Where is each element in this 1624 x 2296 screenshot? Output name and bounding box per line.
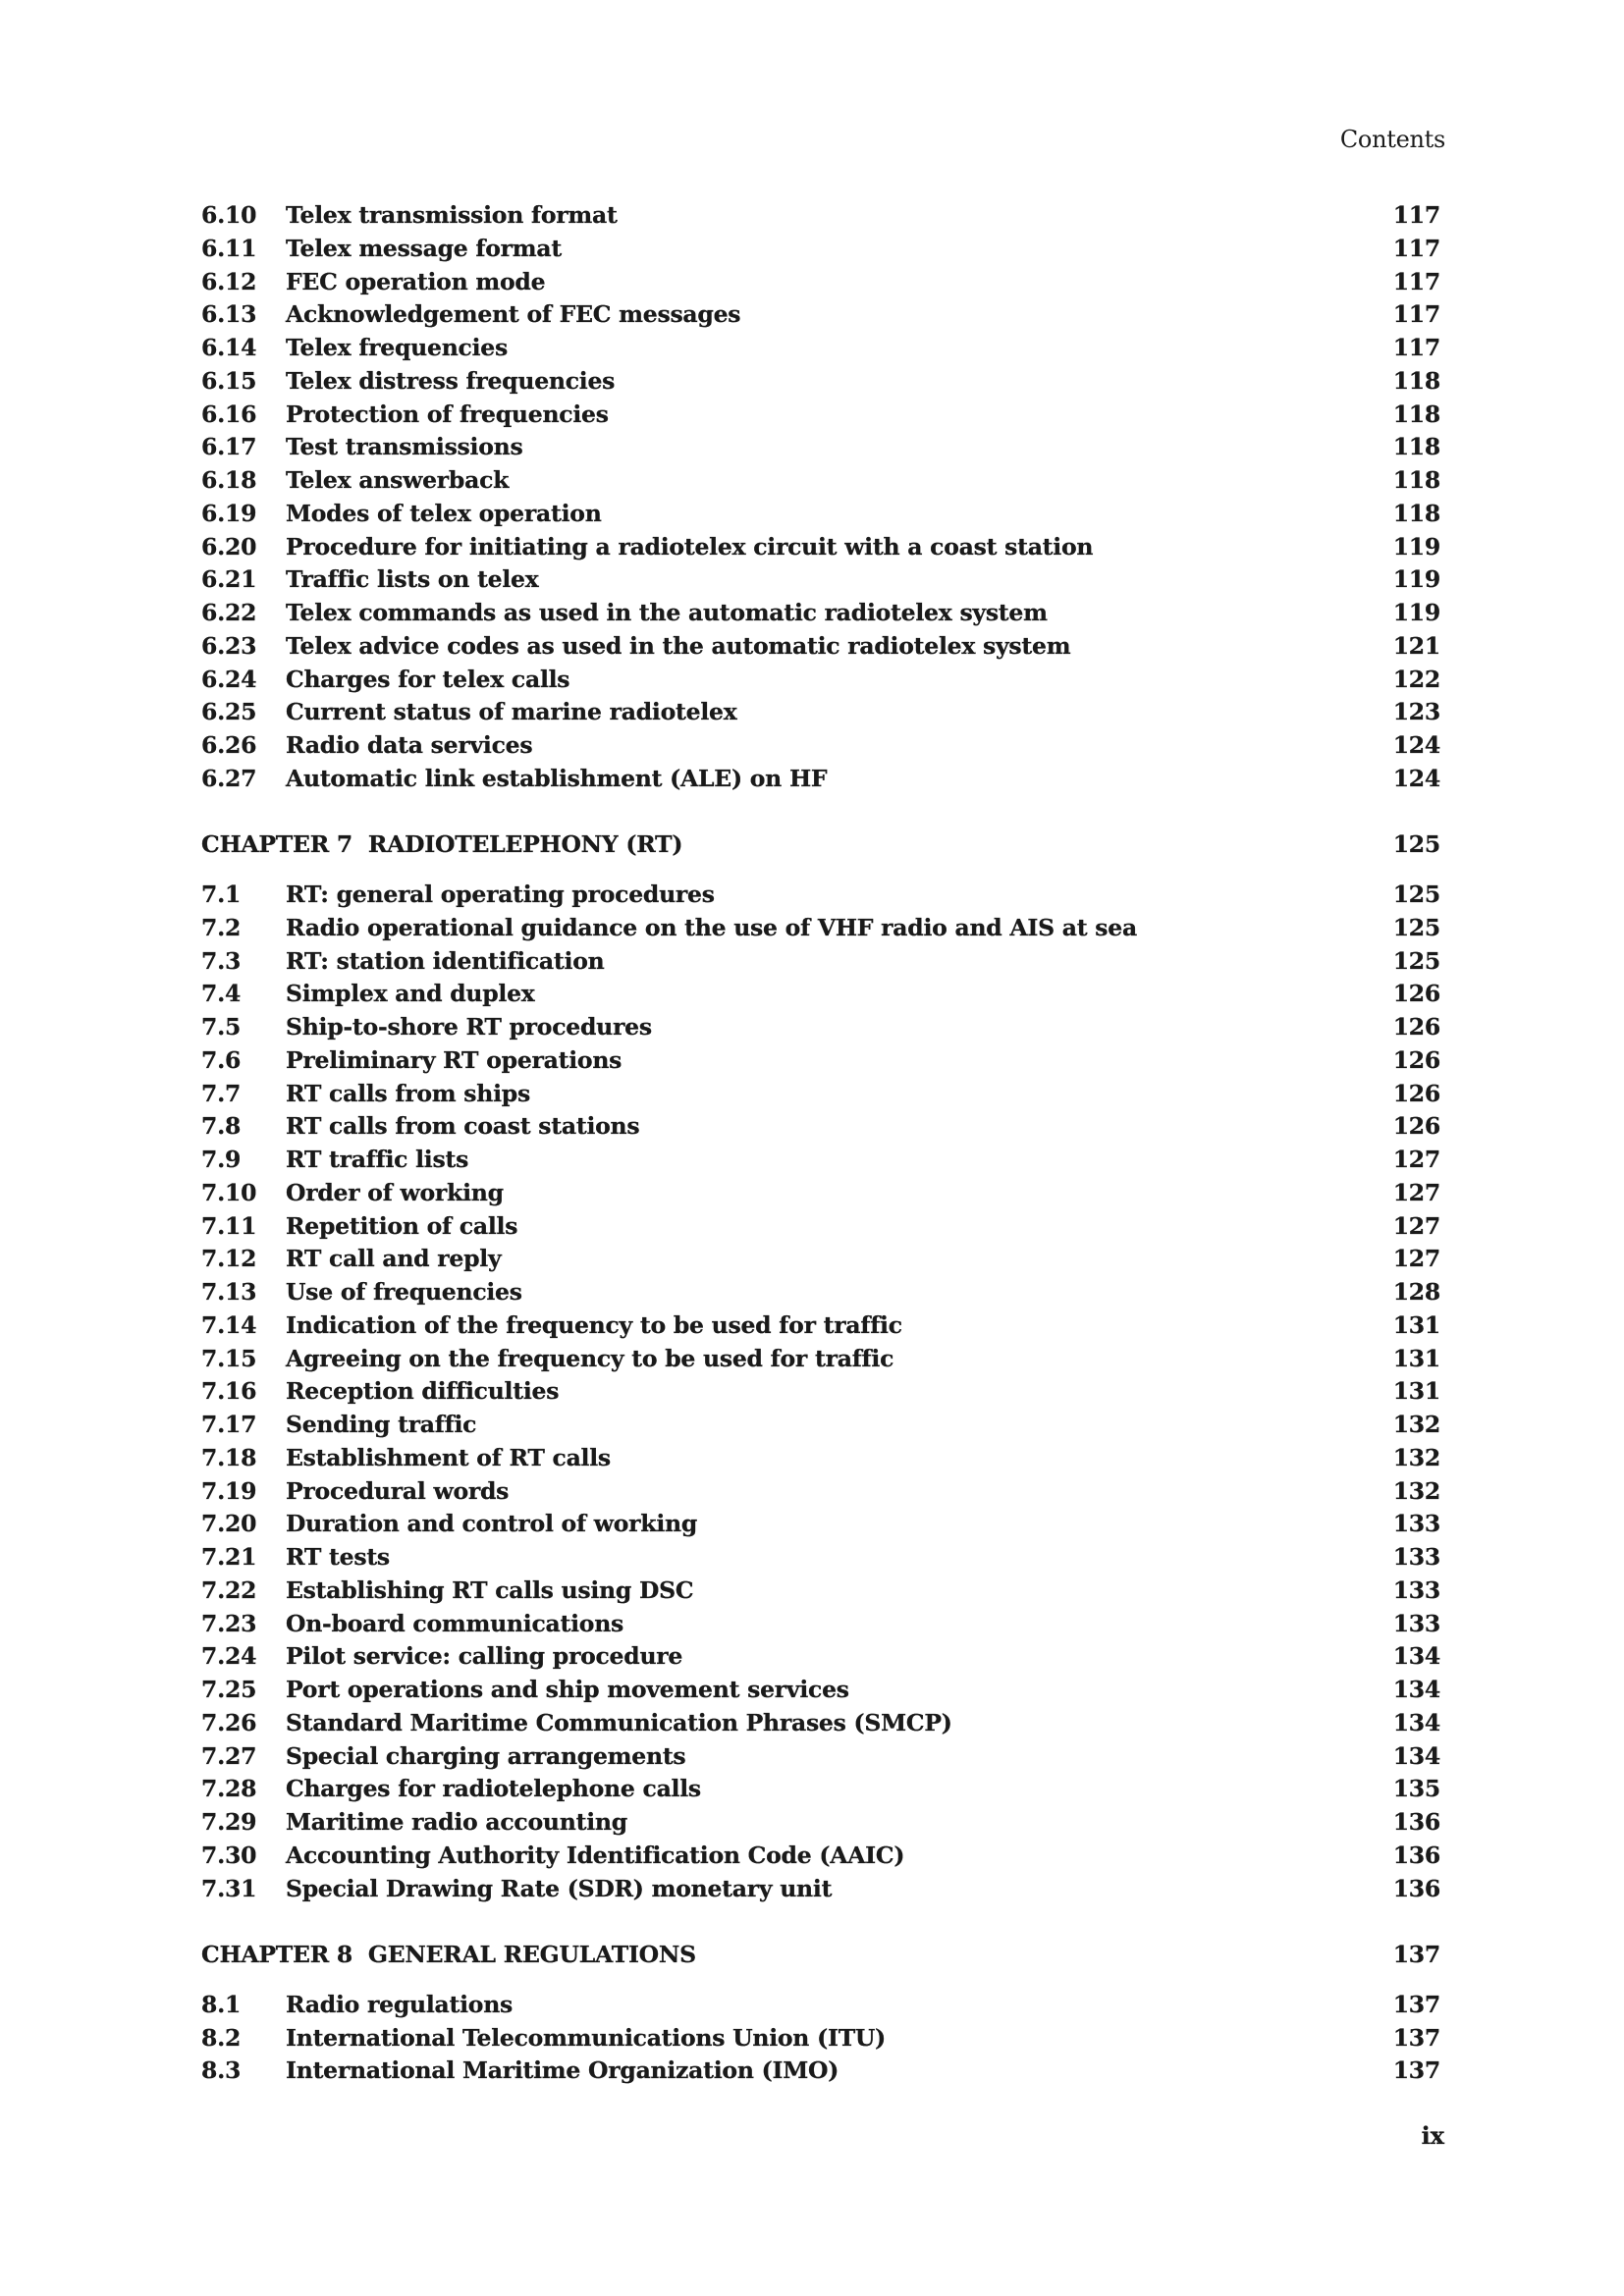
section-title: Test transmissions	[286, 433, 523, 461]
section-page-number: 127	[1392, 1178, 1440, 1206]
section-title: Protection of frequencies	[286, 400, 609, 428]
section-page-number: 117	[1392, 300, 1440, 329]
section-title: Special charging arrangements	[286, 1741, 686, 1770]
section-page-number: 133	[1392, 1609, 1440, 1637]
section-number: 7.2	[201, 913, 242, 941]
section-title: RT call and reply	[286, 1245, 502, 1273]
section-page-number: 119	[1392, 599, 1440, 626]
section-number: 7.14	[201, 1310, 257, 1339]
section-page-number: 127	[1392, 1245, 1440, 1273]
section-title: Establishment of RT calls	[286, 1443, 611, 1471]
section-title: Simplex and duplex	[286, 980, 535, 1008]
section-title: Telex message format	[286, 234, 562, 262]
section-page-number: 126	[1392, 980, 1440, 1008]
section-title: RT: station identification	[286, 946, 605, 975]
section-number: 7.20	[201, 1510, 257, 1538]
section-page-number: 125	[1392, 946, 1440, 975]
toc-entry[interactable]	[201, 298, 1440, 332]
section-number: 7.29	[201, 1808, 257, 1836]
section-page-number: 117	[1392, 201, 1440, 229]
section-title: Radio data services	[286, 731, 533, 759]
toc-entry[interactable]	[201, 1508, 1440, 1541]
section-number: 7.6	[201, 1045, 242, 1074]
section-page-number: 119	[1392, 565, 1440, 594]
section-number: 6.22	[201, 599, 257, 626]
section-number: 7.24	[201, 1642, 257, 1671]
toc-entry[interactable]	[201, 1309, 1440, 1343]
chapter-heading[interactable]	[201, 828, 1440, 862]
toc-entry[interactable]	[201, 912, 1440, 945]
section-title: Procedure for initiating a radiotelex circuit with a coast station	[286, 532, 1094, 561]
toc-entry[interactable]	[201, 233, 1440, 266]
section-page-number: 124	[1392, 764, 1440, 792]
toc-entry[interactable]	[201, 1409, 1440, 1442]
section-number: 8.1	[201, 1990, 242, 2018]
section-number: 7.15	[201, 1344, 257, 1372]
toc-entry[interactable]	[201, 1044, 1440, 1078]
section-page-number: 125	[1392, 913, 1440, 941]
section-title: Telex distress frequencies	[286, 366, 616, 395]
section-page-number: 118	[1392, 499, 1440, 527]
section-title: Order of working	[286, 1178, 504, 1206]
toc-entry[interactable]	[201, 1110, 1440, 1144]
running-head: Contents	[1339, 126, 1445, 153]
section-page-number: 137	[1392, 2056, 1440, 2085]
chapter-title: CHAPTER 7 RADIOTELEPHONY (RT)	[201, 830, 683, 859]
section-page-number: 117	[1392, 267, 1440, 295]
section-page-number: 132	[1392, 1411, 1440, 1438]
section-page-number: 118	[1392, 400, 1440, 428]
section-number: 6.25	[201, 698, 257, 726]
section-page-number: 118	[1392, 366, 1440, 395]
toc-entry[interactable]	[201, 332, 1440, 365]
toc-entry[interactable]	[201, 365, 1440, 399]
toc-entry[interactable]	[201, 199, 1440, 233]
section-number: 6.23	[201, 631, 257, 660]
section-title: International Telecommunications Union (ITU)	[286, 2023, 887, 2052]
toc-entry[interactable]	[201, 1640, 1440, 1674]
toc-entry[interactable]	[201, 1873, 1440, 1906]
section-number: 7.11	[201, 1211, 257, 1240]
section-number: 7.19	[201, 1476, 257, 1505]
chapter-page-number: 125	[1392, 830, 1440, 859]
section-page-number: 126	[1392, 1013, 1440, 1041]
section-number: 6.24	[201, 665, 257, 693]
section-title: Special Drawing Rate (SDR) monetary unit	[286, 1874, 833, 1902]
toc-entry[interactable]	[201, 1707, 1440, 1740]
section-page-number: 133	[1392, 1575, 1440, 1604]
toc-entry[interactable]	[201, 763, 1440, 796]
toc-entry[interactable]	[201, 1773, 1440, 1806]
section-number: 6.18	[201, 466, 257, 494]
section-title: Repetition of calls	[286, 1211, 518, 1240]
section-page-number: 122	[1392, 665, 1440, 693]
section-page-number: 128	[1392, 1278, 1440, 1306]
toc-entry[interactable]	[201, 696, 1440, 729]
section-title: Port operations and ship movement services	[286, 1676, 849, 1703]
section-title: Use of frequencies	[286, 1278, 522, 1306]
toc-entry[interactable]	[201, 431, 1440, 464]
section-number: 7.30	[201, 1841, 257, 1869]
section-number: 7.4	[201, 980, 242, 1008]
toc-entry[interactable]	[201, 464, 1440, 498]
section-page-number: 118	[1392, 433, 1440, 461]
section-page-number: 126	[1392, 1045, 1440, 1074]
section-title: On-board communications	[286, 1609, 624, 1637]
section-title: Telex advice codes as used in the automatic radiotelex system	[286, 631, 1071, 660]
section-number: 7.12	[201, 1245, 257, 1273]
section-number: 7.18	[201, 1443, 257, 1471]
toc-entry[interactable]	[201, 1343, 1440, 1376]
section-page-number: 132	[1392, 1443, 1440, 1471]
section-page-number: 133	[1392, 1543, 1440, 1571]
section-page-number: 134	[1392, 1708, 1440, 1736]
section-page-number: 125	[1392, 881, 1440, 908]
section-number: 6.16	[201, 400, 257, 428]
section-number: 7.10	[201, 1178, 257, 1206]
section-number: 7.5	[201, 1013, 242, 1041]
section-page-number: 134	[1392, 1642, 1440, 1671]
toc-entry[interactable]	[201, 1840, 1440, 1873]
section-number: 8.2	[201, 2023, 242, 2052]
page-number-folio: ix	[1421, 2121, 1444, 2150]
toc-entry[interactable]	[201, 597, 1440, 630]
section-number: 7.7	[201, 1079, 242, 1107]
section-page-number: 133	[1392, 1510, 1440, 1538]
toc-entry[interactable]	[201, 1541, 1440, 1575]
section-title: Telex answerback	[286, 466, 510, 494]
section-title: Telex frequencies	[286, 334, 508, 361]
section-page-number: 137	[1392, 2023, 1440, 2052]
section-title: Accounting Authority Identification Code (AAIC)	[286, 1841, 905, 1869]
section-number: 7.17	[201, 1411, 257, 1438]
section-title: RT tests	[286, 1543, 390, 1571]
spacer	[201, 1905, 1440, 1939]
spacer	[201, 1972, 1440, 1989]
section-number: 7.22	[201, 1575, 257, 1604]
section-number: 6.11	[201, 234, 257, 262]
toc-entry[interactable]	[201, 1442, 1440, 1475]
toc-entry[interactable]	[201, 563, 1440, 597]
spacer	[201, 796, 1440, 829]
section-title: Current status of marine radiotelex	[286, 698, 737, 726]
section-page-number: 117	[1392, 234, 1440, 262]
toc-entry[interactable]	[201, 1144, 1440, 1177]
section-number: 7.9	[201, 1146, 242, 1173]
toc-entry[interactable]	[201, 978, 1440, 1011]
chapter-title: CHAPTER 8 GENERAL REGULATIONS	[201, 1941, 696, 1968]
toc-entry[interactable]	[201, 1608, 1440, 1641]
toc-entry[interactable]	[201, 879, 1440, 912]
section-page-number: 117	[1392, 334, 1440, 361]
toc-entry[interactable]	[201, 1375, 1440, 1409]
section-number: 7.21	[201, 1543, 257, 1571]
section-page-number: 136	[1392, 1841, 1440, 1869]
toc-entry[interactable]	[201, 630, 1440, 664]
section-page-number: 119	[1392, 532, 1440, 561]
toc-entry[interactable]	[201, 945, 1440, 979]
section-page-number: 136	[1392, 1874, 1440, 1902]
section-number: 7.25	[201, 1676, 257, 1703]
toc-entry[interactable]	[201, 1276, 1440, 1309]
section-number: 6.10	[201, 201, 257, 229]
section-page-number: 131	[1392, 1344, 1440, 1372]
section-page-number: 131	[1392, 1377, 1440, 1406]
section-title: Acknowledgement of FEC messages	[286, 300, 741, 329]
toc-entry[interactable]	[201, 1243, 1440, 1276]
section-number: 7.26	[201, 1708, 257, 1736]
chapter-page-number: 137	[1392, 1941, 1440, 1968]
toc-entry[interactable]	[201, 1806, 1440, 1840]
section-title: Traffic lists on telex	[286, 565, 539, 594]
section-title: RT: general operating procedures	[286, 881, 715, 908]
toc-entry[interactable]	[201, 2022, 1440, 2056]
section-number: 6.27	[201, 764, 257, 792]
section-number: 7.23	[201, 1609, 257, 1637]
section-number: 7.28	[201, 1775, 257, 1803]
toc-entry[interactable]	[201, 531, 1440, 564]
section-title: Agreeing on the frequency to be used for traffic	[286, 1344, 894, 1372]
section-page-number: 135	[1392, 1775, 1440, 1803]
toc-entry[interactable]	[201, 1078, 1440, 1111]
section-number: 7.16	[201, 1377, 257, 1406]
section-page-number: 131	[1392, 1310, 1440, 1339]
toc-entry[interactable]	[201, 498, 1440, 531]
spacer	[201, 862, 1440, 879]
toc-entry[interactable]	[201, 399, 1440, 432]
section-title: Duration and control of working	[286, 1510, 698, 1538]
section-title: RT traffic lists	[286, 1146, 469, 1173]
section-number: 7.3	[201, 946, 242, 975]
section-number: 6.26	[201, 731, 257, 759]
section-page-number: 134	[1392, 1741, 1440, 1770]
section-number: 6.13	[201, 300, 257, 329]
section-title: Preliminary RT operations	[286, 1045, 623, 1074]
section-number: 6.14	[201, 334, 257, 361]
section-page-number: 136	[1392, 1808, 1440, 1836]
section-page-number: 134	[1392, 1676, 1440, 1703]
section-page-number: 132	[1392, 1476, 1440, 1505]
section-title: Reception difficulties	[286, 1377, 560, 1406]
section-title: RT calls from coast stations	[286, 1112, 640, 1141]
section-title: Radio operational guidance on the use of VHF radio and AIS at sea	[286, 913, 1137, 941]
section-page-number: 127	[1392, 1146, 1440, 1173]
section-number: 6.12	[201, 267, 257, 295]
toc-entry[interactable]	[201, 1740, 1440, 1774]
section-page-number: 124	[1392, 731, 1440, 759]
section-number: 7.13	[201, 1278, 257, 1306]
toc-entry[interactable]	[201, 664, 1440, 697]
table-of-contents	[201, 199, 1440, 2088]
section-page-number: 127	[1392, 1211, 1440, 1240]
section-title: Automatic link establishment (ALE) on HF	[286, 764, 828, 792]
section-title: Ship-to-shore RT procedures	[286, 1013, 652, 1041]
section-number: 7.8	[201, 1112, 242, 1141]
section-title: Pilot service: calling procedure	[286, 1642, 683, 1671]
section-title: Charges for radiotelephone calls	[286, 1775, 701, 1803]
section-title: Telex commands as used in the automatic radiotelex system	[286, 599, 1048, 626]
section-number: 6.21	[201, 565, 257, 594]
section-number: 6.20	[201, 532, 257, 561]
section-page-number: 121	[1392, 631, 1440, 660]
chapter-heading[interactable]	[201, 1939, 1440, 1972]
section-page-number: 118	[1392, 466, 1440, 494]
section-number: 6.17	[201, 433, 257, 461]
section-title: Modes of telex operation	[286, 499, 602, 527]
section-number: 8.3	[201, 2056, 242, 2085]
section-title: Maritime radio accounting	[286, 1808, 627, 1836]
section-title: International Maritime Organization (IMO)	[286, 2056, 839, 2085]
toc-entry[interactable]	[201, 2055, 1440, 2088]
section-number: 6.19	[201, 499, 257, 527]
section-title: FEC operation mode	[286, 267, 546, 295]
section-title: Establishing RT calls using DSC	[286, 1575, 694, 1604]
toc-entry[interactable]	[201, 1475, 1440, 1509]
section-page-number: 126	[1392, 1079, 1440, 1107]
section-title: Indication of the frequency to be used for traffic	[286, 1310, 902, 1339]
section-title: Sending traffic	[286, 1411, 477, 1438]
section-page-number: 137	[1392, 1990, 1440, 2018]
toc-entry[interactable]	[201, 266, 1440, 299]
section-page-number: 126	[1392, 1112, 1440, 1141]
section-title: Charges for telex calls	[286, 665, 570, 693]
toc-entry[interactable]	[201, 1177, 1440, 1210]
section-number: 7.31	[201, 1874, 257, 1902]
toc-entry[interactable]	[201, 1989, 1440, 2022]
toc-entry[interactable]	[201, 1210, 1440, 1244]
section-title: Standard Maritime Communication Phrases (SMCP)	[286, 1708, 952, 1736]
section-title: Telex transmission format	[286, 201, 618, 229]
toc-entry[interactable]	[201, 1575, 1440, 1608]
section-number: 6.15	[201, 366, 257, 395]
section-title: Procedural words	[286, 1476, 510, 1505]
section-number: 7.27	[201, 1741, 257, 1770]
toc-entry[interactable]	[201, 1011, 1440, 1044]
section-title: RT calls from ships	[286, 1079, 530, 1107]
section-number: 7.1	[201, 881, 242, 908]
toc-entry[interactable]	[201, 729, 1440, 763]
section-page-number: 123	[1392, 698, 1440, 726]
toc-entry[interactable]	[201, 1674, 1440, 1707]
section-title: Radio regulations	[286, 1990, 514, 2018]
